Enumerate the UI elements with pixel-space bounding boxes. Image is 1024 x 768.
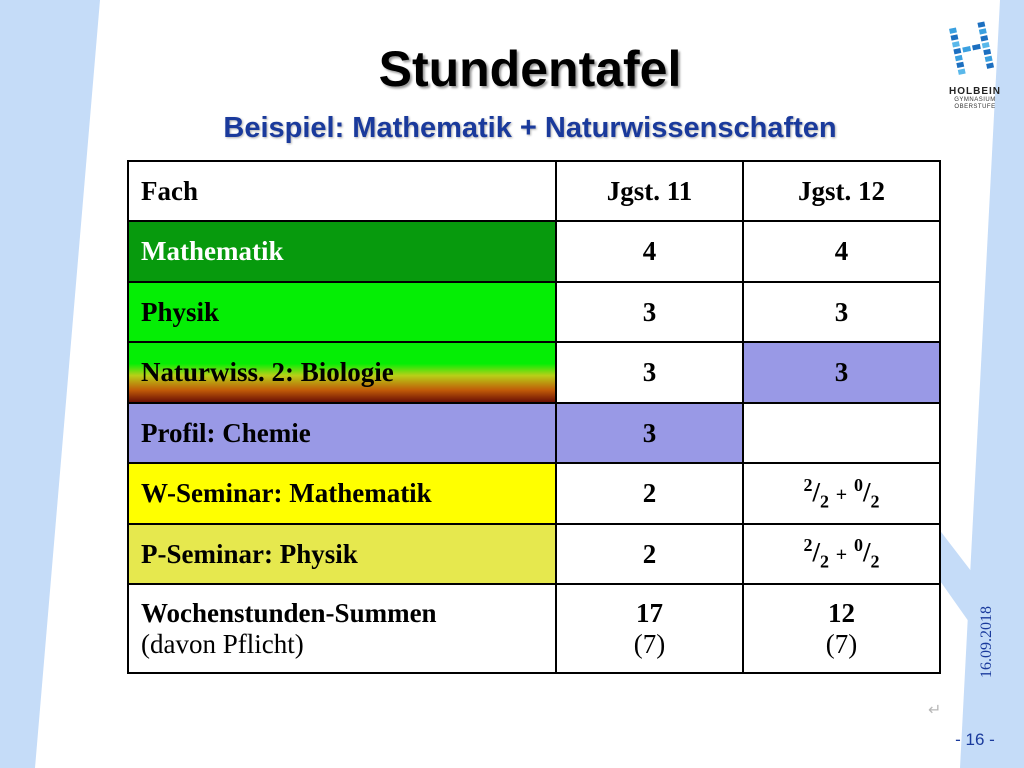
logo-line-gymnasium: GYMNASIUM: [954, 97, 996, 103]
table-row-summen: [128, 584, 940, 673]
fraction-b-denominator: 2: [870, 551, 880, 572]
table-row-w-seminar: [128, 463, 940, 523]
cell-fach: P-Seminar: Physik: [128, 524, 556, 584]
logo-line-holbein: HOLBEIN: [949, 86, 1001, 97]
fraction-b-denominator: 2: [870, 491, 880, 512]
cell-jgst-12: [743, 584, 940, 673]
cell-fach: Profil: Chemie: [128, 403, 556, 463]
cell-jgst-11: 3: [556, 342, 743, 402]
plus-sign: +: [835, 483, 848, 506]
table-row-p-seminar: [128, 524, 940, 584]
table-row-biologie: [128, 342, 940, 402]
table-row-mathematik: [128, 221, 940, 281]
cell-jgst-12: 3: [743, 282, 940, 342]
logo-line-oberstufe: OBERSTUFE: [954, 104, 996, 111]
cell-jgst-12: [743, 463, 940, 523]
cell-fach: Naturwiss. 2: Biologie: [128, 342, 556, 402]
cell-jgst-11: 3: [556, 282, 743, 342]
sum-j11-total: 17: [636, 597, 663, 628]
fraction-b-numerator: 0: [853, 474, 863, 495]
fraction-a-numerator: 2: [803, 474, 813, 495]
page-number: - 16 -: [955, 730, 995, 749]
cell-jgst-11: 3: [556, 403, 743, 463]
cell-jgst-11: 4: [556, 221, 743, 281]
cell-fach: [128, 584, 556, 673]
sum-label-line2: (davon Pflicht): [141, 628, 304, 659]
cell-fach: Physik: [128, 282, 556, 342]
slide-subtitle: Beispiel: Mathematik + Naturwissenschaften: [223, 112, 837, 144]
sum-j12-total: 12: [828, 597, 855, 628]
cell-jgst-12: 3: [743, 342, 940, 402]
cell-jgst-12: [743, 524, 940, 584]
return-arrow-icon: ↵: [928, 700, 942, 719]
cell-jgst-12: [743, 403, 940, 463]
cell-jgst-11: [556, 584, 743, 673]
stundentafel-table: [127, 160, 941, 674]
sum-j11-pflicht: (7): [633, 628, 666, 659]
header-jgst-11: Jgst. 11: [556, 161, 743, 221]
sum-j12-pflicht: (7): [825, 628, 858, 659]
cell-jgst-12: 4: [743, 221, 940, 281]
school-logo: [944, 18, 1006, 128]
table-row-physik: [128, 282, 940, 342]
fraction-a-numerator: 2: [803, 535, 813, 556]
plus-sign: +: [835, 544, 848, 567]
fraction-sum: $^2/_2 + ^0/_2$: [803, 474, 880, 512]
holbein-h-logo-icon: [944, 18, 1006, 82]
cell-jgst-11: 2: [556, 463, 743, 523]
header-jgst-12: Jgst. 12: [743, 161, 940, 221]
fraction-a-denominator: 2: [820, 491, 830, 512]
slide-date: 16.09.2018: [978, 606, 995, 678]
table-header-row: [128, 161, 940, 221]
fraction-sum: $^2/_2 + ^0/_2$: [803, 535, 880, 572]
cell-jgst-11: 2: [556, 524, 743, 584]
fraction-b-numerator: 0: [853, 535, 863, 556]
cell-fach: Mathematik: [128, 221, 556, 281]
cell-fach: W-Seminar: Mathematik: [128, 463, 556, 523]
slide-title: Stundentafel: [378, 41, 682, 97]
fraction-a-denominator: 2: [820, 551, 830, 572]
header-fach: Fach: [128, 161, 556, 221]
table-row-chemie: [128, 403, 940, 463]
sum-label-line1: Wochenstunden-Summen: [141, 597, 437, 628]
